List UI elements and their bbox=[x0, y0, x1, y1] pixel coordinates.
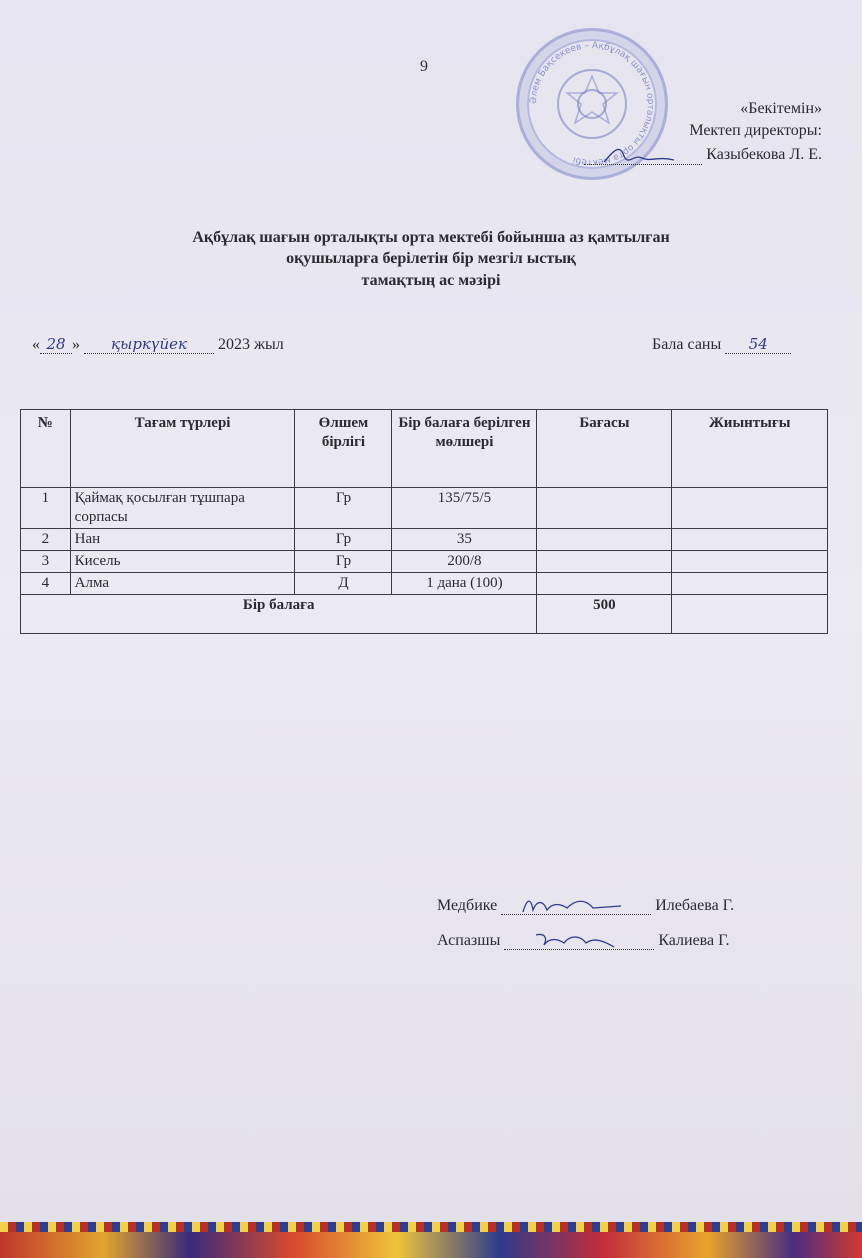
total-value: 500 bbox=[537, 595, 672, 634]
date-year: 2023 жыл bbox=[218, 336, 284, 353]
nurse-signature bbox=[501, 896, 651, 915]
date-day: 28 bbox=[40, 335, 72, 354]
header-price: Бағасы bbox=[537, 410, 672, 488]
row-name: Кисель bbox=[70, 551, 295, 573]
table-header-row bbox=[21, 410, 828, 488]
row-price bbox=[537, 529, 672, 551]
date-month: қыркүйек bbox=[84, 335, 214, 354]
row-total bbox=[672, 488, 828, 529]
row-total bbox=[672, 573, 828, 595]
header-name: Тағам түрлері bbox=[70, 410, 295, 488]
nurse-name: Илебаева Г. bbox=[655, 897, 735, 914]
header-unit: Өлшем бірлігі bbox=[295, 410, 392, 488]
table-row bbox=[21, 488, 828, 529]
table-total-row bbox=[21, 595, 828, 634]
row-qty: 35 bbox=[392, 529, 537, 551]
nurse-signature-line bbox=[437, 896, 734, 915]
cook-name: Калиева Г. bbox=[658, 932, 730, 949]
approval-director bbox=[584, 144, 822, 165]
row-price bbox=[537, 551, 672, 573]
row-no: 4 bbox=[21, 573, 71, 595]
table-row bbox=[21, 573, 828, 595]
date-close-quote: » bbox=[72, 336, 80, 353]
cook-role: Аспазшы bbox=[437, 932, 501, 949]
cook-signature-icon bbox=[504, 931, 654, 951]
row-total bbox=[672, 529, 828, 551]
row-price bbox=[537, 573, 672, 595]
date-line bbox=[32, 335, 284, 354]
row-unit: Гр bbox=[295, 488, 392, 529]
children-count-label: Бала саны bbox=[652, 336, 722, 353]
nurse-signature-icon bbox=[501, 896, 651, 916]
header-qty: Бір балаға берілген мөлшері bbox=[392, 410, 537, 488]
stamp-ring-text: Әлем Бақсекеев – Ақбұлақ шағын орталықты орта мектебі bbox=[528, 40, 656, 168]
nurse-role: Медбике bbox=[437, 897, 498, 914]
fabric-background bbox=[0, 1222, 862, 1258]
children-count bbox=[652, 335, 791, 354]
header-no: № bbox=[21, 410, 71, 488]
table-row bbox=[21, 529, 828, 551]
header-total: Жиынтығы bbox=[672, 410, 828, 488]
menu-table bbox=[20, 409, 828, 634]
row-no: 2 bbox=[21, 529, 71, 551]
row-no: 3 bbox=[21, 551, 71, 573]
cook-signature bbox=[504, 931, 654, 950]
page-title-line-3: тамақтың ас мәзірі bbox=[361, 272, 501, 289]
director-name: Казыбекова Л. Е. bbox=[706, 146, 822, 163]
row-qty: 135/75/5 bbox=[392, 488, 537, 529]
total-label: Бір балаға bbox=[21, 595, 537, 634]
approval-position: Мектеп директоры: bbox=[689, 122, 822, 139]
row-name: Нан bbox=[70, 529, 295, 551]
cook-signature-line bbox=[437, 931, 730, 950]
row-unit: Гр bbox=[295, 529, 392, 551]
row-qty: 200/8 bbox=[392, 551, 537, 573]
children-count-value: 54 bbox=[725, 335, 791, 354]
row-total bbox=[672, 551, 828, 573]
row-qty: 1 дана (100) bbox=[392, 573, 537, 595]
row-price bbox=[537, 488, 672, 529]
row-no: 1 bbox=[21, 488, 71, 529]
row-name: Алма bbox=[70, 573, 295, 595]
approval-heading: «Бекітемін» bbox=[740, 100, 822, 117]
row-unit: Д bbox=[295, 573, 392, 595]
table-row bbox=[21, 551, 828, 573]
total-empty bbox=[672, 595, 828, 634]
page-title-line-1: Ақбұлақ шағын орталықты орта мектебі бойынша аз қамтылған bbox=[192, 229, 670, 246]
row-name: Қаймақ қосылған тұшпара сорпасы bbox=[70, 488, 295, 529]
page-number: 9 bbox=[420, 58, 428, 75]
director-signature-line bbox=[584, 148, 702, 165]
date-open-quote: « bbox=[32, 336, 40, 353]
page-title-line-2: оқушыларға берілетін бір мезгіл ыстық bbox=[286, 250, 576, 267]
director-signature-icon bbox=[584, 148, 702, 166]
row-unit: Гр bbox=[295, 551, 392, 573]
